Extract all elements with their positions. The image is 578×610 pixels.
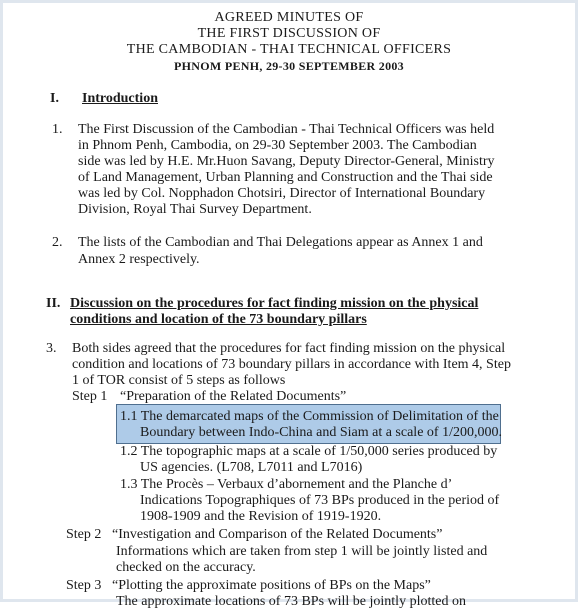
item-1-line: in Phnom Penh, Cambodia, on 29-30 September 2003. The Cambodian <box>78 138 477 153</box>
item-3-line: Both sides agreed that the procedures for fact finding mission on the physical <box>72 341 506 356</box>
step-3-title: “Plotting the approximate positions of BPs on the Maps” <box>112 578 431 593</box>
section-1-numeral: I. <box>50 91 59 106</box>
item-1-line: of Land Management, Urban Planning and Construction and the Thai side <box>78 170 493 185</box>
step-1-sub-1-line: Boundary between Indo-China and Siam at a scale of 1/200,000. <box>140 425 502 440</box>
section-2-heading-line: Discussion on the procedures for fact finding mission on the physical <box>70 296 479 311</box>
item-1-line: Division, Royal Thai Survey Department. <box>78 202 312 217</box>
item-1-line: The First Discussion of the Cambodian - Thai Technical Officers was held <box>78 122 495 137</box>
step-3-label: Step 3 <box>66 578 102 593</box>
doc-title-line-4: PHNOM PENH, 29-30 SEPTEMBER 2003 <box>174 59 404 73</box>
step-1-sub-3-line: 1908-1909 and the Revision of 1919-1920. <box>140 509 382 524</box>
item-3-line: condition and locations of 73 boundary pillars in accordance with Item 4, Step <box>72 357 511 372</box>
step-1-sub-2-line: 1.2 The topographic maps at a scale of 1/50,000 series produced by <box>120 444 498 459</box>
section-1-heading: Introduction <box>82 91 158 106</box>
step-1-sub-1-line: 1.1 The demarcated maps of the Commission of Delimitation of the <box>120 409 499 424</box>
item-2-number: 2. <box>52 235 63 250</box>
item-1-line: side was led by H.E. Mr.Huon Savang, Deputy Director-General, Ministry <box>78 154 495 169</box>
item-2-line: Annex 2 respectively. <box>78 252 200 267</box>
item-3-line: 1 of TOR consist of 5 steps as follows <box>72 373 286 388</box>
step-1-sub-3-line: 1.3 The Procès – Verbaux d’abornement and the Planche d’ <box>120 477 453 492</box>
section-2-heading-line: conditions and location of the 73 boundary pillars <box>70 312 367 327</box>
doc-title-line-3: THE CAMBODIAN - THAI TECHNICAL OFFICERS <box>126 42 452 57</box>
step-1-label: Step 1 <box>72 389 108 404</box>
item-3-number: 3. <box>46 341 57 356</box>
item-1-line: was led by Col. Nopphadon Chotsiri, Director of International Boundary <box>78 186 486 201</box>
item-2-line: The lists of the Cambodian and Thai Delegations appear as Annex 1 and <box>78 235 483 250</box>
step-1-sub-2-line: US agencies. (L708, L7011 and L7016) <box>140 460 363 475</box>
item-1-number: 1. <box>52 122 63 137</box>
step-2-line: checked on the accuracy. <box>116 560 256 575</box>
doc-title-line-1: AGREED MINUTES OF <box>214 10 364 25</box>
step-2-title: “Investigation and Comparison of the Related Documents” <box>112 527 443 542</box>
section-2-numeral: II. <box>46 296 61 311</box>
step-3-line: The approximate locations of 73 BPs will be jointly plotted on <box>116 594 466 609</box>
step-2-label: Step 2 <box>66 527 102 542</box>
step-2-line: Informations which are taken from step 1 will be jointly listed and <box>116 544 488 559</box>
step-1-title: “Preparation of the Related Documents” <box>120 389 347 404</box>
step-1-sub-3-line: Indications Topographiques of 73 BPs produced in the period of <box>140 493 500 508</box>
doc-title-line-2: THE FIRST DISCUSSION OF <box>197 26 381 41</box>
